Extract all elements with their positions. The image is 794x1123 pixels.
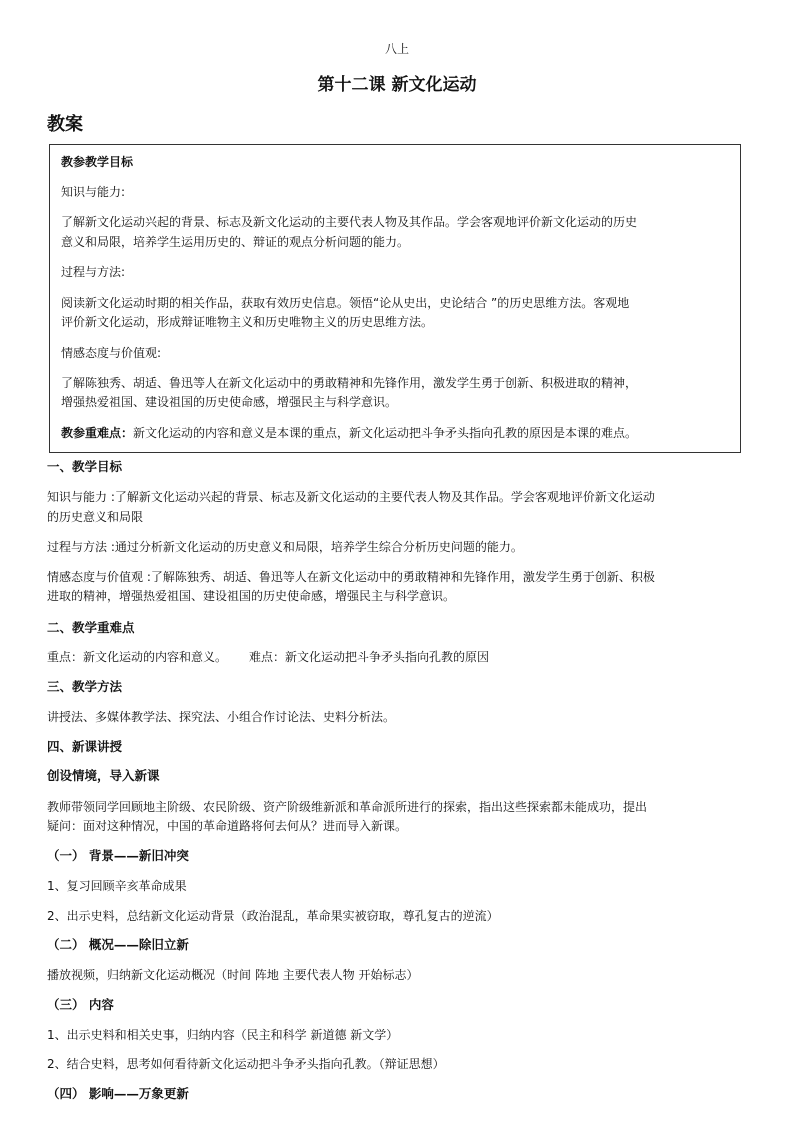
section-lesson-heading: 四、新课讲授 [47,739,123,754]
box-knowledge-line-2: 意义和局限，培养学生运用历史的、辩证的观点分析问题的能力。 [61,235,410,249]
box-heading: 教参教学目标 [61,155,134,169]
part2-heading: （二） 概况——除旧立新 [47,937,189,952]
intro-heading: 创设情境，导入新课 [47,768,160,783]
part3-item-1: 1、出示史料和相关史事，归纳内容（民主和科学 新道德 新文学） [47,1028,399,1042]
section-goals-heading: 一、教学目标 [47,459,123,474]
box-emotion-label: 情感态度与价值观: [61,346,162,360]
box-process-line-1: 阅读新文化运动时期的相关作品，获取有效历史信息。领悟“论从史出，史论结合 ”的历史思维方法。客观地 [61,296,630,310]
keypoint-key: 重点：新文化运动的内容和意义。 [47,650,228,664]
part1-heading: （一） 背景——新旧冲突 [47,848,189,863]
section-methods-heading: 三、教学方法 [47,679,123,694]
part1-item-2: 2、出示史料，总结新文化运动背景（政治混乱，革命果实被窃取，尊孔复古的逆流） [47,909,499,923]
keypoint-difficult: 难点：新文化运动把斗争矛头指向孔教的原因 [249,650,490,664]
part2-text: 播放视频，归纳新文化运动概况（时间 阵地 主要代表人物 开始标志） [47,968,419,982]
box-key-line [61,423,637,443]
goals-emotion-line-2: 进取的精神，增强热爱祖国、建设祖国的历史使命感，增强民主与科学意识。 [47,589,456,603]
lesson-title: 第十二课 新文化运动 [317,75,477,95]
keypoints-line [47,647,489,667]
reference-goals-box [49,144,741,453]
goals-knowledge-line-2: 的历史意义和局限 [47,510,144,524]
part4-heading: （四） 影响——万象更新 [47,1086,189,1101]
goals-emotion-line-1: 情感态度与价值观 :了解陈独秀、胡适、鲁迅等人在新文化运动中的勇敢精神和先锋作用，激发学生勇于创新、积极 [47,570,655,584]
box-knowledge-line-1: 了解新文化运动兴起的背景、标志及新文化运动的主要代表人物及其作品。学会客观地评价新文化运动的历史 [61,215,638,229]
part1-item-1: 1、复习回顾辛亥革命成果 [47,879,187,893]
grade-label: 八上 [384,42,409,56]
box-key-label: 教参重难点： [61,426,134,440]
part3-item-2: 2、结合史料，思考如何看待新文化运动把斗争矛头指向孔教。（辩证思想） [47,1057,445,1071]
box-knowledge-label: 知识与能力: [61,185,126,199]
goals-knowledge-line-1: 知识与能力 :了解新文化运动兴起的背景、标志及新文化运动的主要代表人物及其作品。学会客观地评价新文化运动 [47,490,655,504]
section-keypoints-heading: 二、教学重难点 [47,620,135,635]
box-process-line-2: 评价新文化运动，形成辩证唯物主义和历史唯物主义的历史思维方法。 [61,315,434,329]
box-process-label: 过程与方法: [61,265,126,279]
intro-line-1: 教师带领同学回顾地主阶级、农民阶级、资产阶级维新派和革命派所进行的探索，指出这些探索都未能成功，提出 [47,800,648,814]
box-key-text: 新文化运动的内容和意义是本课的重点，新文化运动把斗争矛头指向孔教的原因是本课的难点。 [133,426,638,440]
part3-heading: （三） 内容 [47,997,114,1012]
doc-heading: 教案 [47,114,83,135]
box-emotion-line-2: 增强热爱祖国、建设祖国的历史使命感，增强民主与科学意识。 [61,395,398,409]
methods-text: 讲授法、多媒体教学法、探究法、小组合作讨论法、史料分析法。 [47,710,396,724]
intro-line-2: 疑问：面对这种情况，中国的革命道路将何去何从？进而导入新课。 [47,819,408,833]
goals-process-line: 过程与方法 :通过分析新文化运动的历史意义和局限，培养学生综合分析历史问题的能力。 [47,540,523,554]
box-emotion-line-1: 了解陈独秀、胡适、鲁迅等人在新文化运动中的勇敢精神和先锋作用，激发学生勇于创新、积极进取的精神， [61,376,638,390]
